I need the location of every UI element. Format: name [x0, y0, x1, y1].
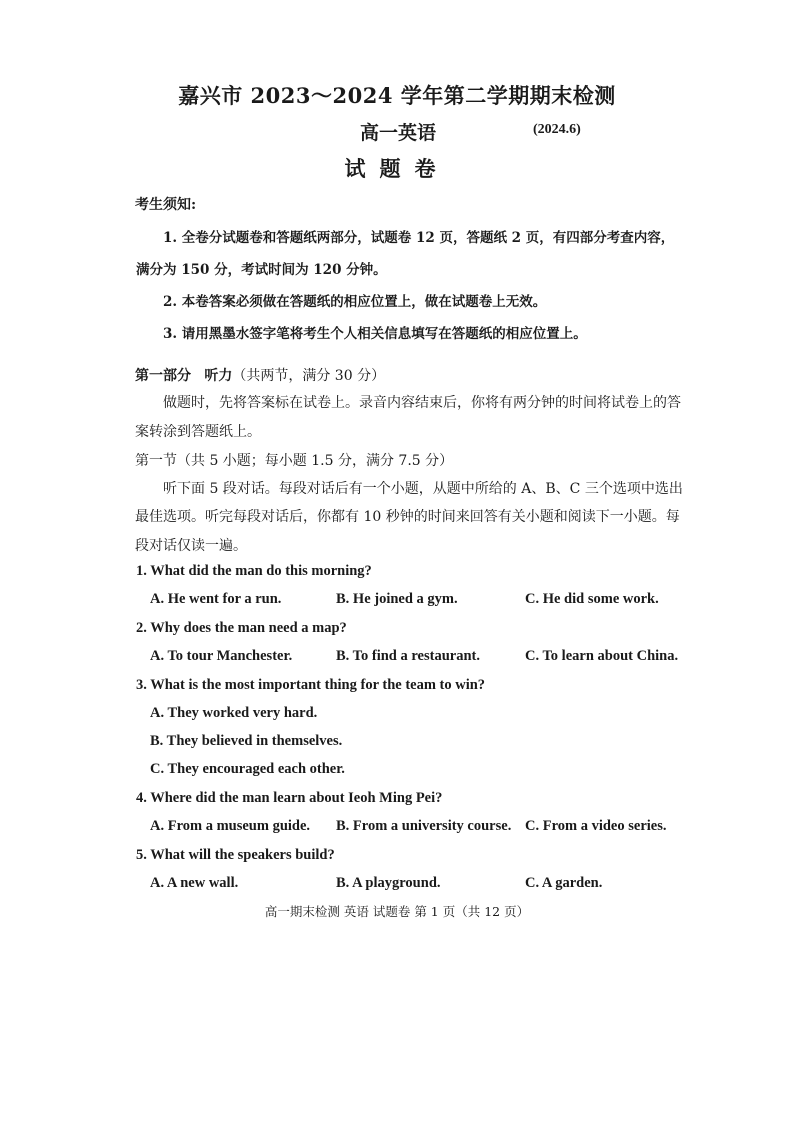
subject-title: 高一英语	[360, 122, 437, 144]
question-option-c: C. He did some work.	[525, 591, 659, 607]
question-option-a: A. A new wall.	[150, 875, 239, 891]
part1-label: 第一部分	[135, 368, 191, 384]
question-option-b: B. From a university course.	[336, 818, 512, 834]
notice-heading: 考生须知:	[135, 197, 197, 213]
question-option-a: A. He went for a run.	[150, 591, 282, 607]
part1-instruction-line-2: 案转涂到答题纸上。	[135, 424, 261, 440]
question-option-c: C. From a video series.	[525, 818, 667, 834]
notice-item-1-line-2: 满分为 150 分，考试时间为 120 分钟。	[136, 262, 387, 278]
question-stem: 3. What is the most important thing for the team to win?	[136, 677, 486, 693]
part1-name: 听力	[204, 368, 233, 384]
question-option-b: B. They believed in themselves.	[150, 733, 343, 749]
section1-heading: 第一节（共 5 小题；每小题 1.5 分，满分 7.5 分）	[135, 453, 454, 469]
section1-instruction-line-3: 段对话仅读一遍。	[135, 538, 247, 554]
section1-instruction-line-2: 最佳选项。听完每段对话后，你都有 10 秒钟的时间来回答有关小题和阅读下一小题。每	[135, 509, 680, 525]
notice-item-1-line-1: 1. 全卷分试题卷和答题纸两部分，试题卷 12 页，答题纸 2 页，有四部分考查内容，	[163, 230, 675, 246]
question-stem: 4. Where did the man learn about Ieoh Ming Pei?	[136, 790, 443, 806]
question-option-b: B. A playground.	[336, 875, 441, 891]
question-option-a: A. They worked very hard.	[150, 705, 318, 721]
question-stem: 1. What did the man do this morning?	[136, 563, 372, 579]
question-stem: 5. What will the speakers build?	[136, 847, 335, 863]
exam-date: (2024.6)	[533, 122, 581, 137]
part1-heading	[135, 365, 385, 385]
question-option-c: C. To learn about China.	[525, 648, 679, 664]
question-option-b: B. To find a restaurant.	[336, 648, 480, 664]
question-option-c: C. A garden.	[525, 875, 603, 891]
question-option-c: C. They encouraged each other.	[150, 761, 345, 777]
notice-item-3: 3. 请用黑墨水签字笔将考生个人相关信息填写在答题纸的相应位置上。	[163, 326, 587, 342]
paper-name: 试题卷	[344, 156, 450, 181]
question-option-b: B. He joined a gym.	[336, 591, 458, 607]
part1-info: （共两节，满分 30 分）	[232, 368, 386, 384]
question-option-a: A. To tour Manchester.	[150, 648, 293, 664]
section1-instruction-line-1: 听下面 5 段对话。每段对话后有一个小题，从题中所给的 A、B、C 三个选项中选出	[163, 481, 683, 497]
question-option-a: A. From a museum guide.	[150, 818, 311, 834]
page-footer: 高一期末检测 英语 试题卷 第 1 页（共 12 页）	[264, 904, 530, 919]
question-stem: 2. Why does the man need a map?	[136, 620, 347, 636]
notice-item-2: 2. 本卷答案必须做在答题纸的相应位置上，做在试题卷上无效。	[163, 294, 547, 310]
part1-instruction-line-1: 做题时，先将答案标在试卷上。录音内容结束后，你将有两分钟的时间将试卷上的答	[163, 395, 681, 411]
exam-title: 嘉兴市 2023～2024 学年第二学期期末检测	[178, 83, 616, 108]
